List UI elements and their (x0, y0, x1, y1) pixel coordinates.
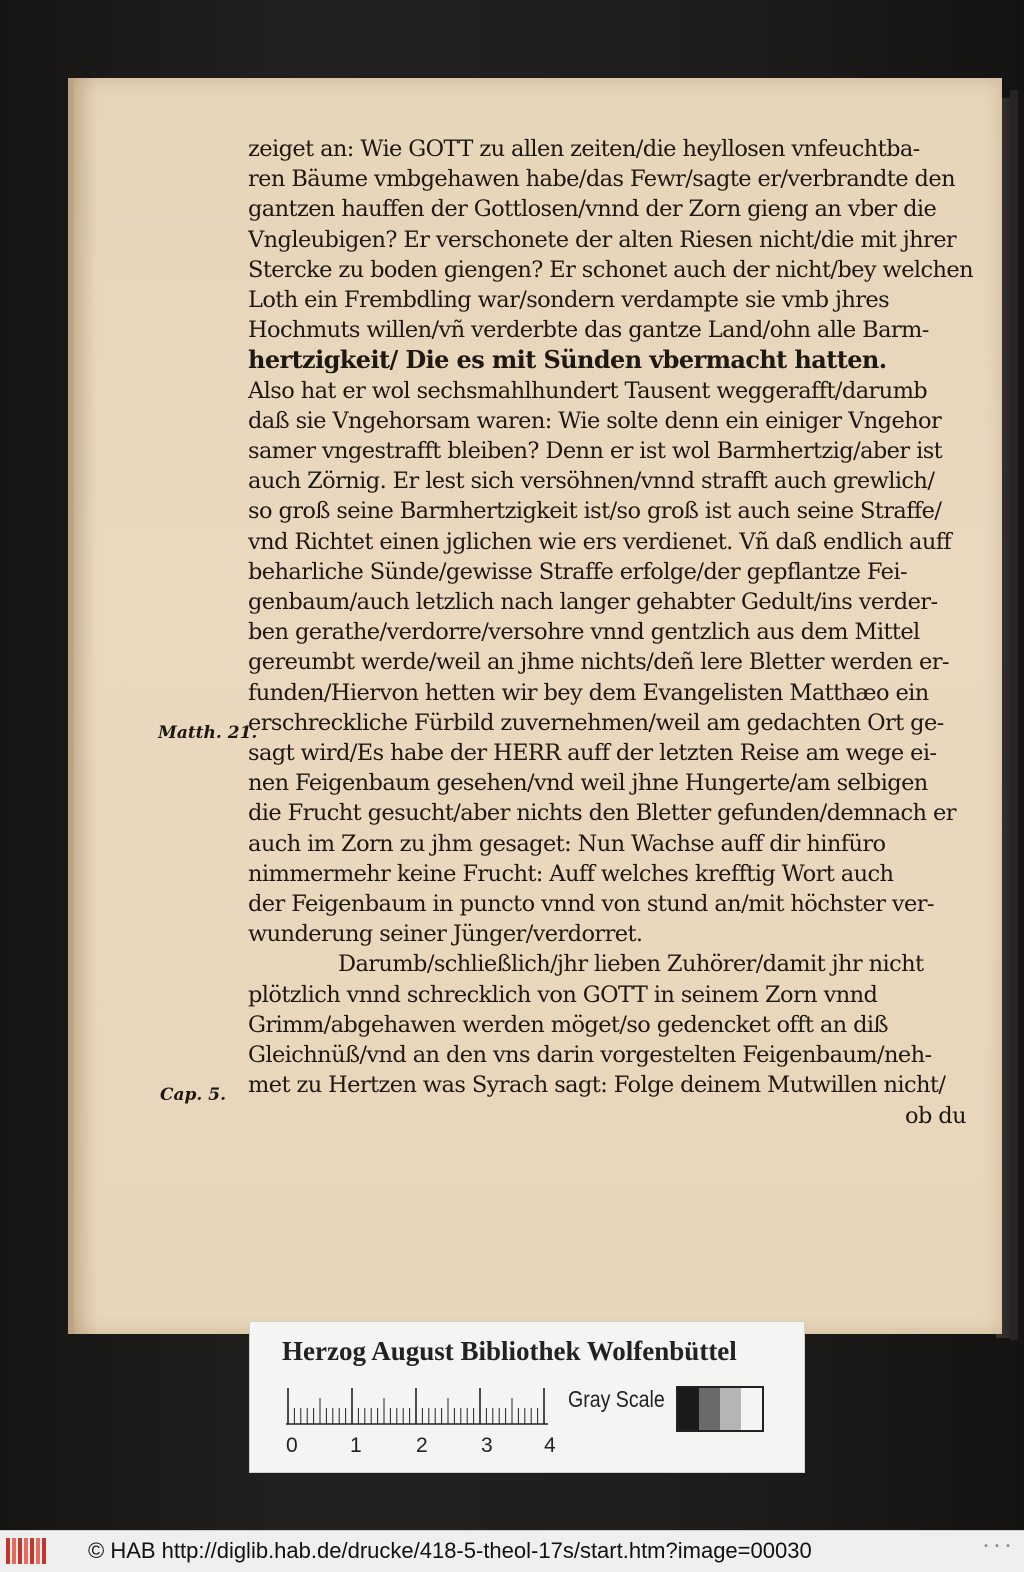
text-line: Also hat er wol sechsmahlhundert Tausent weggerafft/darumb (248, 377, 928, 404)
text-line: funden/Hiervon hetten wir bey dem Evangelisten Matthæo ein (248, 679, 929, 706)
text-line: so groß seine Barmhertzigkeit ist/so groß ist auch seine Straffe/ (248, 498, 942, 525)
text-line: Grimm/abgehawen werden möget/so gedencket offt an diß (248, 1011, 888, 1038)
catchword: ob du (905, 1102, 966, 1129)
text-line: Gleichnüß/vnd an den vns darin vorgestelten Feigenbaum/neh- (248, 1042, 932, 1069)
text-line: daß sie Vngehorsam waren: Wie solte denn ein einiger Vngehor (248, 407, 942, 434)
ruler-number: 1 (350, 1434, 362, 1457)
gray-swatch-light (720, 1388, 741, 1430)
text-line: nen Feigenbaum gesehen/vnd weil jhne Hungerte/am selbigen (248, 770, 928, 797)
marginal-note-matth: Matth. 21. (158, 723, 258, 743)
ruler-number: 2 (416, 1434, 428, 1457)
text-line: auch Zörnig. Er lest sich versöhnen/vnnd strafft auch grewlich/ (248, 468, 935, 495)
text-line: die Frucht gesucht/aber nichts den Bletter gefunden/demnach er (248, 800, 956, 827)
text-line: zeiget an: Wie GOTT zu allen zeiten/die heyllosen vnfeuchtba- (248, 136, 920, 162)
text-line: Stercke zu boden giengen? Er schonet auch der nicht/bey welchen (248, 256, 974, 283)
text-line-emphasis: hertzigkeit/ Die es mit Sünden vbermacht hatten. (248, 345, 887, 375)
text-line: vnd Richtet einen jglichen wie ers verdienet. Vñ daß endlich auff (248, 528, 952, 555)
more-dots-icon[interactable]: • • • (982, 1541, 1012, 1552)
text-line: samer vngestrafft bleiben? Denn er ist wol Barmhertzig/aber ist (248, 438, 943, 465)
page-text (248, 134, 978, 1131)
text-line: Loth ein Frembdling war/sondern verdampte sie vmb jhres (248, 287, 890, 314)
gray-swatch-black (678, 1388, 699, 1430)
text-line: Vngleubigen? Er verschonete der alten Riesen nicht/die mit jhrer (248, 226, 957, 253)
text-line-paragraph-start: Darumb/schließlich/jhr lieben Zuhörer/damit jhr nicht (338, 951, 924, 978)
text-line: auch im Zorn zu jhm gesaget: Nun Wachse auff dir hinfüro (248, 830, 886, 857)
text-line: wunderung seiner Jünger/verdorret. (248, 921, 643, 948)
book-edge-outer (1010, 90, 1018, 1340)
text-line: plötzlich vnnd schrecklich von GOTT in seinem Zorn vnnd (248, 981, 878, 1008)
ruler-number: 0 (286, 1434, 298, 1457)
text-line: ren Bäume vmbgehawen habe/das Fewr/sagte er/verbrandte den (248, 166, 955, 193)
measurement-ruler (286, 1384, 548, 1436)
ruler-number: 4 (544, 1434, 556, 1457)
marginal-note-cap: Cap. 5. (160, 1085, 227, 1105)
gray-swatch-white (741, 1388, 762, 1430)
text-line: erschreckliche Fürbild zuvernehmen/weil am gedachten Ort ge- (248, 709, 944, 736)
viewer-footer-bar (0, 1530, 1024, 1572)
text-line: met zu Hertzen was Syrach sagt: Folge deinem Mutwillen nicht/ (248, 1072, 946, 1099)
library-label-card (249, 1321, 805, 1473)
gray-swatch-dark (699, 1388, 720, 1430)
text-line: gereumbt werde/weil an jhme nichts/deñ lere Bletter werden er- (248, 649, 949, 676)
ruler-number: 3 (481, 1434, 493, 1457)
text-line: gantzen hauffen der Gottlosen/vnnd der Zorn gieng an vber die (248, 196, 937, 223)
gray-scale-label: Gray Scale (568, 1386, 665, 1412)
library-title: Herzog August Bibliothek Wolfenbüttel (282, 1336, 737, 1366)
text-line: ben gerathe/verdorre/versohre vnnd gentzlich aus dem Mittel (248, 619, 920, 646)
copyright-url[interactable]: © HAB http://diglib.hab.de/drucke/418-5-theol-17s/start.htm?image=00030 (88, 1538, 812, 1563)
text-line: der Feigenbaum in puncto vnnd von stund an/mit höchster ver- (248, 891, 934, 918)
text-line: Hochmuts willen/vñ verderbte das gantze Land/ohn alle Barm- (248, 317, 929, 344)
hab-logo-icon (6, 1538, 46, 1564)
text-line: beharliche Sünde/gewisse Straffe erfolge/der gepflantze Fei- (248, 558, 907, 585)
ruler-numbers (278, 1434, 578, 1464)
text-line: sagt wird/Es habe der HERR auff der letzten Reise am wege ei- (248, 740, 937, 767)
gray-scale-swatch (676, 1386, 764, 1432)
text-line: genbaum/auch letzlich nach langer gehabter Gedult/ins verder- (248, 589, 938, 616)
text-line: nimmermehr keine Frucht: Auff welches krefftig Wort auch (248, 860, 894, 887)
gutter-shadow (68, 78, 98, 1334)
